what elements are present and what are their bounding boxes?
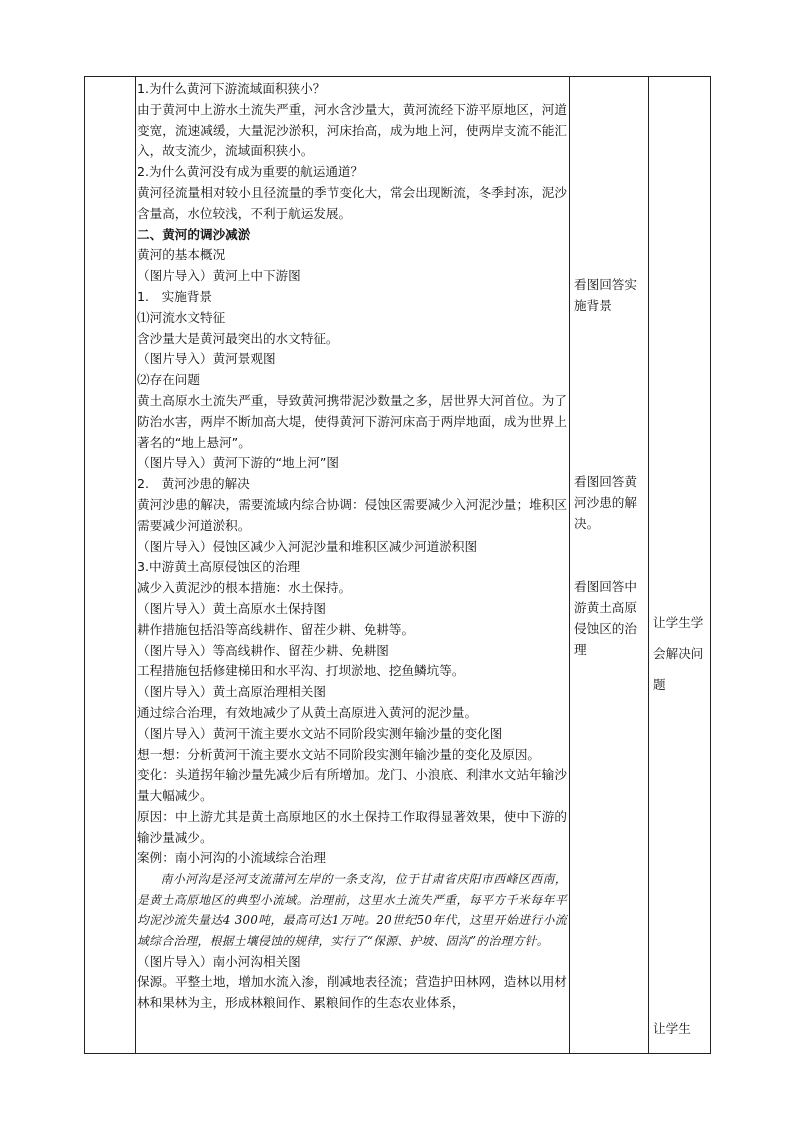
teaching-content-cell [137,79,567,1014]
case-passage: 南小河沟是泾河支流蒲河左岸的一条支沟，位于甘肃省庆阳市西峰区西南，是黄土高原地区的典型小流域。治理前，这里水土流失严重，每平方千米每年平均泥沙流失量达4 300吨，最高可达1万吨。20世纪50年代，这里开始进行小流域综合治理，根据土壤侵蚀的规律，实行了“保源、护坡、固沟”的治理方针。 [137,872,567,949]
section-heading: 二、黄河的调沙减淤 [137,226,251,242]
paragraph: 工程措施包括修建梯田和水平沟、打坝淤地、挖鱼鳞坑等。 [137,663,465,679]
basic-overview: 黄河的基本概况 [137,247,226,263]
student-activity-3: 看图回答中游黄土高原侵蚀区的治理 [574,579,637,657]
column-divider [135,77,136,1053]
image-note: （图片导入）黄河景观图 [137,351,276,367]
image-note: （图片导入）侵蚀区减少入河泥沙量和堆积区减少河道淤积图 [137,538,478,554]
image-note: （图片导入）等高线耕作、留茬少耕、免耕图 [137,642,389,658]
image-note: （图片导入）黄土高原治理相关图 [137,684,326,700]
think-question: 想一想：分析黄河干流主要水文站不同阶段实测年输沙量的变化及原因。 [137,746,540,762]
item-heading: 2. 黄河沙患的解决 [137,476,250,492]
image-note: （图片导入）黄河干流主要水文站不同阶段实测年输沙量的变化图 [137,725,503,741]
question-1-answer: 由于黄河中上游水土流失严重，河水含沙量大，黄河流经下游平原地区，河道变宽，流速减缓，大量泥沙淤积，河床抬高，成为地上河，使两岸支流不能汇入，故支流少，流域面积狭小。 [137,101,567,159]
question-1-title: 1.为什么黄河下游流域面积狭小？ [137,81,326,96]
reason-answer: 原因：中上游尤其是黄土高原地区的水土保持工作取得显著效果，使中下游的输沙量减少。 [137,808,567,845]
paragraph: 保源。平整土地，增加水流入渗，削减地表径流；营造护田林网，造林以用材林和果林为主，形成林粮间作、累粮间作的生态农业体系， [137,974,567,1011]
sub-item-heading: ⑴河流水文特征 [137,309,226,325]
paragraph: 耕作措施包括沿等高线耕作、留茬少耕、免耕等。 [137,621,415,637]
image-note: （图片导入）黄土高原水土保持图 [137,600,326,616]
question-2-answer: 黄河径流量相对较小且径流量的季节变化大，常会出现断流，冬季封冻，泥沙含量高，水位较浅，不利于航运发展。 [137,184,567,221]
sub-item-heading: ⑵存在问题 [137,372,200,388]
paragraph: 黄土高原水土流失严重，导致黄河携带泥沙数量之多，居世界大河首位。为了防治水害，两岸不断加高大堤，使得黄河下游河床高于两岸地面，成为世界上著名的“地上悬河”。 [137,392,567,450]
student-activity-1: 看图回答实施背景 [574,277,637,313]
student-activity-2: 看图回答黄河沙患的解决。 [574,474,637,531]
paragraph: 含沙量大是黄河最突出的水文特征。 [137,330,339,346]
item-heading: 1. 实施背景 [137,288,212,304]
item-heading: 3.中游黄土高原侵蚀区的治理 [137,559,301,575]
paragraph: 通过综合治理，有效地减少了从黄土高原进入黄河的泥沙量。 [137,704,478,720]
paragraph: 黄河沙患的解决，需要流域内综合协调：侵蚀区需要减少入河泥沙量；堆积区需要减少河道淤积。 [137,496,567,533]
change-answer: 变化：头道拐年输沙量先减少后有所增加。龙门、小浪底、利津水文站年输沙量大幅减少。 [137,767,567,804]
image-note: （图片导入）黄河下游的“地上河”图 [137,455,339,471]
case-title: 案例：南小河沟的小流域综合治理 [137,850,326,866]
question-2-title: 2.为什么黄河没有成为重要的航运通道？ [137,164,364,180]
paragraph: 减少入黄泥沙的根本措施：水土保持。 [137,580,352,596]
design-intent-2: 让学生 [653,1021,691,1036]
design-intent-1: 让学生学会解决问题 [653,615,704,692]
image-note: （图片导入）南小河沟相关图 [137,953,301,969]
lesson-table [84,76,711,1054]
column-divider [648,77,649,1053]
column-divider [569,77,570,1053]
image-note: （图片导入）黄河上中下游图 [137,268,301,284]
